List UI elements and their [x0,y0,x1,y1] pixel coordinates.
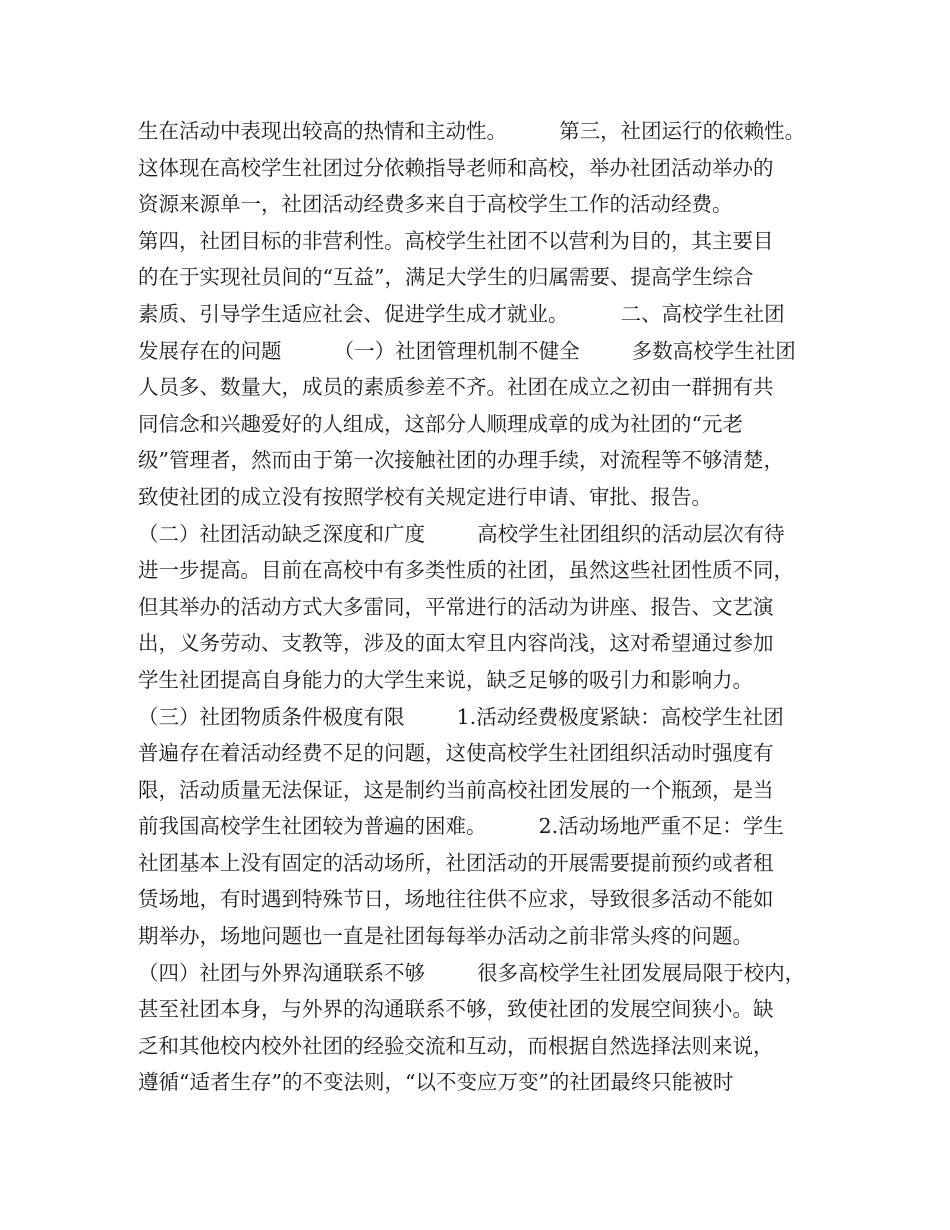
text-line: 的在于实现社员间的“互益”，满足大学生的归属需要、提高学生综合 [138,265,754,290]
text-line: 期举办，场地问题也一直是社团每每举办活动之前非常头疼的问题。 [138,924,753,949]
text-line: 资源来源单一，社团活动经费多来自于高校学生工作的活动经费。 [138,192,733,217]
text-line: （二）社团活动缺乏深度和广度 高校学生社团组织的活动层次有待 [138,521,785,546]
text-line: 赁场地，有时遇到特殊节日，场地往往供不应求，导致很多活动不能如 [138,887,774,912]
text-line: 发展存在的问题 （一）社团管理机制不健全 多数高校学生社团 [138,338,796,363]
text-line: 致使社团的成立没有按照学校有关规定进行申请、审批、报告。 [138,484,712,509]
text-line: 乏和其他校内校外社团的经验交流和互动，而根据自然选择法则来说， [138,1033,774,1058]
text-line: 素质、引导学生适应社会、促进学生成才就业。 二、高校学生社团 [138,301,785,326]
text-line: （三）社团物质条件极度有限 1.活动经费极度紧缺：高校学生社团 [138,704,784,729]
text-line: （四）社团与外界沟通联系不够 很多高校学生社团发展局限于校内， [138,960,806,985]
text-line: 同信念和兴趣爱好的人组成，这部分人顺理成章的成为社团的“元老 [138,411,743,436]
text-line: 进一步提高。目前在高校中有多类性质的社团，虽然这些社团性质不同， [138,558,794,583]
text-line: 生在活动中表现出较高的热情和主动性。 第三，社团运行的依赖性。 [138,119,806,143]
text-line: 普遍存在着活动经费不足的问题，这使高校学生社团组织活动时强度有 [138,741,774,766]
text-line: 学生社团提高自身能力的大学生来说，缺乏足够的吸引力和影响力。 [138,667,753,692]
text-line: 限，活动质量无法保证，这是制约当前高校社团发展的一个瓶颈，是当 [138,777,774,802]
text-line: 出，义务劳动、支教等，涉及的面太窄且内容尚浅，这对希望通过参加 [138,631,774,656]
body-text [138,113,828,1101]
text-line: 社团基本上没有固定的活动场所，社团活动的开展需要提前预约或者租 [138,850,774,875]
text-line: 但其举办的活动方式大多雷同，平常进行的活动为讲座、报告、文艺演 [138,594,774,619]
text-line: 第四，社团目标的非营利性。高校学生社团不以营利为目的，其主要目 [138,228,774,253]
text-line: 这体现在高校学生社团过分依赖指导老师和高校，举办社团活动举办的 [138,155,774,180]
text-line: 遵循“适者生存”的不变法则，“以不变应万变”的社团最终只能被时 [138,1070,734,1095]
text-line: 前我国高校学生社团较为普遍的困难。 2.活动场地严重不足：学生 [138,814,784,839]
text-line: 甚至社团本身，与外界的沟通联系不够，致使社团的发展空间狭小。缺 [138,997,774,1022]
text-line: 人员多、数量大，成员的素质参差不齐。社团在成立之初由一群拥有共 [138,375,774,400]
text-line: 级”管理者，然而由于第一次接触社团的办理手续，对流程等不够清楚， [138,448,784,473]
